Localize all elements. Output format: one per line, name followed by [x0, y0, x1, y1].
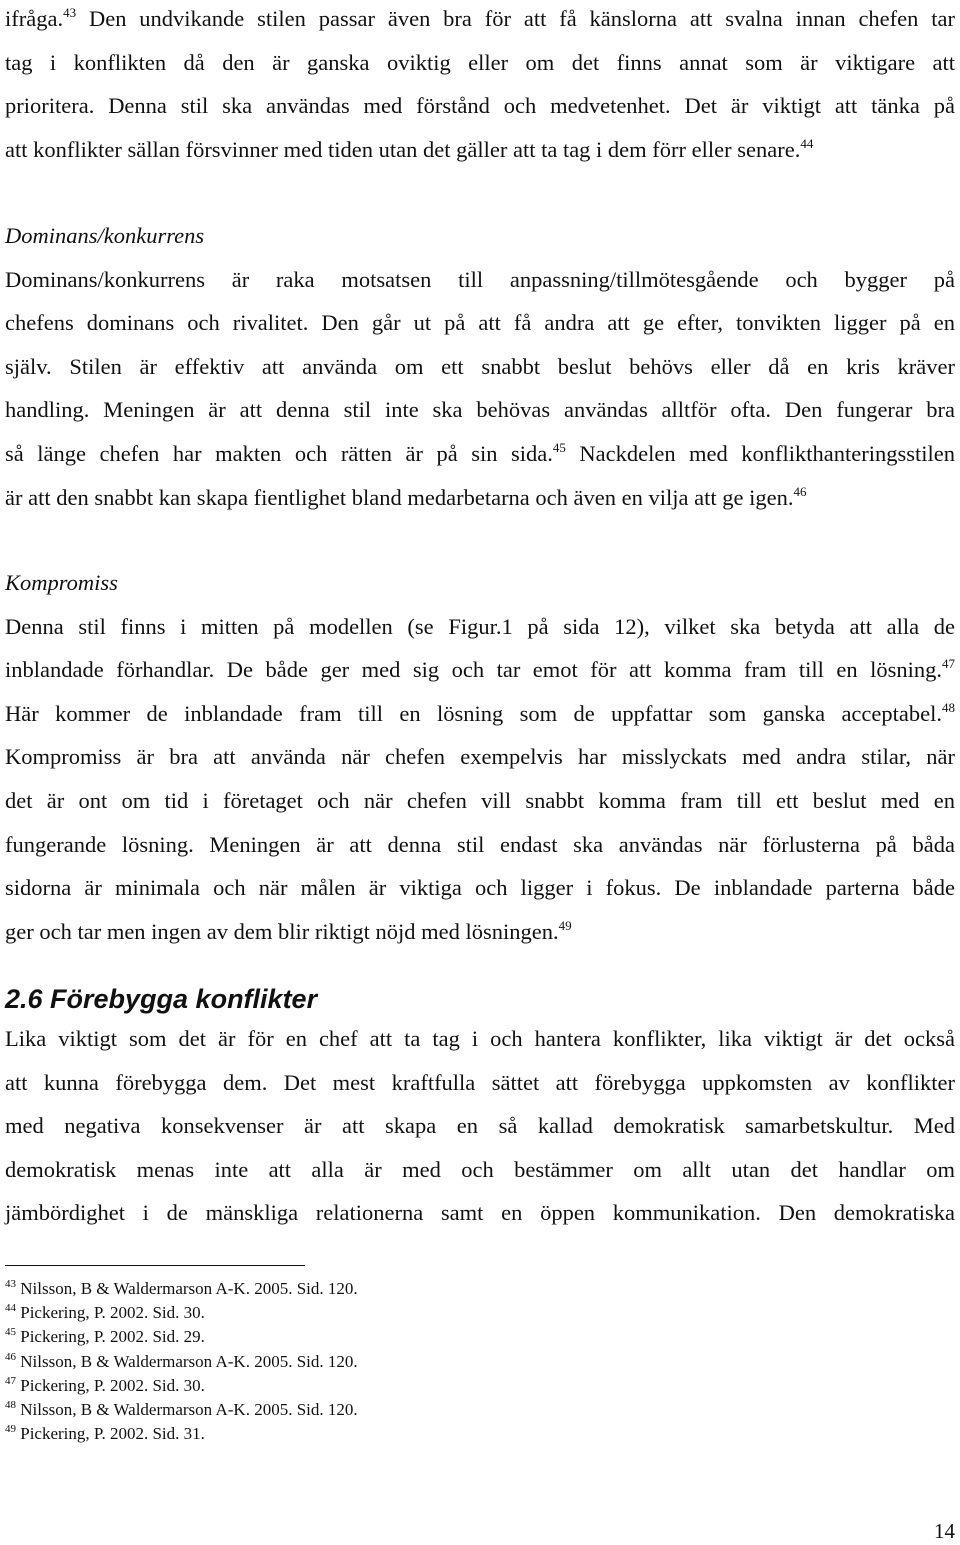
footnote: $^{43}$ Nilsson, B & Waldermarson A-K. 2005. Sid. 120. [5, 1278, 358, 1298]
intro-paragraph [5, 0, 955, 171]
text-line: att konflikter sällan försvinner med tiden utan det gäller att ta tag i dem förr eller senare.$^{44}$ [5, 135, 814, 162]
text-line: fungerande lösning. Meningen är att denna stil endast ska användas när förlusterna på båda [5, 831, 955, 857]
footnote: $^{47}$ Pickering, P. 2002. Sid. 30. [5, 1374, 205, 1395]
dominans-section [5, 214, 955, 519]
text-line: prioritera. Denna stil ska användas med förstånd och medvetenhet. Det är viktigt att tänka på [5, 93, 955, 119]
text-line: chefens dominans och rivalitet. Den går ut på att få andra att ge efter, tonvikten ligger på en [5, 310, 955, 336]
text-line: jämbördighet i de mänskliga relationerna samt en öppen kommunikation. Den demokratiska [5, 1200, 955, 1226]
kompromiss-section [5, 561, 955, 953]
text-line: Kompromiss är bra att använda när chefen exempelvis har misslyckats med andra stilar, när [5, 744, 955, 770]
section-heading: 2.6 Förebygga konflikter [5, 984, 318, 1014]
text-line: så länge chefen har makten och rätten är på sin sida.$^{45}$ Nackdelen med konflikthanteringsstilen [5, 439, 956, 466]
subheading-kompromiss: Kompromiss [5, 570, 118, 595]
text-line: är att den snabbt kan skapa fientlighet bland medarbetarna och även en vilja att ge igen.$^{46}$ [5, 483, 807, 510]
footnote-ref: 45 [552, 439, 566, 455]
section-2-6 [5, 984, 955, 1015]
text-line: Lika viktigt som det är för en chef att ta tag i och hantera konflikter, lika viktigt är det också [5, 1026, 955, 1051]
footnote: $^{45}$ Pickering, P. 2002. Sid. 29. [5, 1326, 205, 1347]
text-line: det är ont om tid i företaget och när chefen vill snabbt komma fram till ett beslut med en [5, 787, 955, 813]
footnote: $^{46}$ Nilsson, B & Waldermarson A-K. 2005. Sid. 120. [5, 1350, 358, 1371]
text-line: med negativa konsekvenser är att skapa en så kallad demokratisk samarbetskultur. Med [5, 1113, 955, 1139]
text-line: Denna stil finns i mitten på modellen (se Figur.1 på sida 12), vilket ska betyda att alla de [5, 613, 955, 639]
footnote-ref: 48 [942, 699, 955, 715]
footnote-ref: 43 [63, 5, 77, 20]
footnotes [5, 1277, 705, 1446]
footnote-ref: 46 [793, 483, 807, 499]
text-line: handling. Meningen är att denna stil inte ska behövas användas alltför ofta. Den fungerar bra [5, 397, 955, 423]
text-line: själv. Stilen är effektiv att använda om ett snabbt beslut behövs eller då en kris kräver [5, 353, 955, 379]
text-line: ger och tar men ingen av dem blir riktigt nöjd med lösningen.$^{49}$ [5, 917, 572, 944]
footnote: $^{44}$ Pickering, P. 2002. Sid. 30. [5, 1302, 205, 1323]
footnote-ref: 44 [800, 135, 814, 151]
text-line: Dominans/konkurrens är raka motsatsen till anpassning/tillmötesgående och bygger på [5, 266, 955, 292]
text-line: tag i konflikten då den är ganska oviktig eller om det finns annat som är viktigare att [5, 49, 955, 75]
footnote-ref: 49 [558, 917, 572, 933]
text-line: Här kommer de inblandade fram till en lösning som de uppfattar som ganska acceptabel.$^{48}$ [5, 699, 955, 726]
text-line: demokratisk menas inte att alla är med och bestämmer om allt utan det handlar om [5, 1156, 955, 1182]
footnote: $^{48}$ Nilsson, B & Waldermarson A-K. 2005. Sid. 120. [5, 1399, 358, 1420]
text-line: sidorna är minimala och när målen är viktiga och ligger i fokus. De inblandade parterna både [5, 875, 955, 901]
text-line: att kunna förebygga dem. Det mest kraftfulla sättet att förebygga uppkomsten av konflikter [5, 1069, 955, 1095]
page-number: 14 [934, 1519, 955, 1543]
text-line: ifråga.$^{43}$ Den undvikande stilen passar även bra för att få känslorna att svalna innan chefen tar [5, 5, 955, 31]
section-2-6-body [5, 1017, 955, 1235]
subheading-dominans: Dominans/konkurrens [5, 223, 205, 248]
footnote-separator [5, 1265, 305, 1266]
text-line: inblandade förhandlar. De både ger med sig och tar emot för att komma fram till en lösning.$^{47}$ [5, 656, 955, 683]
footnote: $^{49}$ Pickering, P. 2002. Sid. 31. [5, 1423, 205, 1444]
footnote-ref: 47 [942, 656, 955, 672]
